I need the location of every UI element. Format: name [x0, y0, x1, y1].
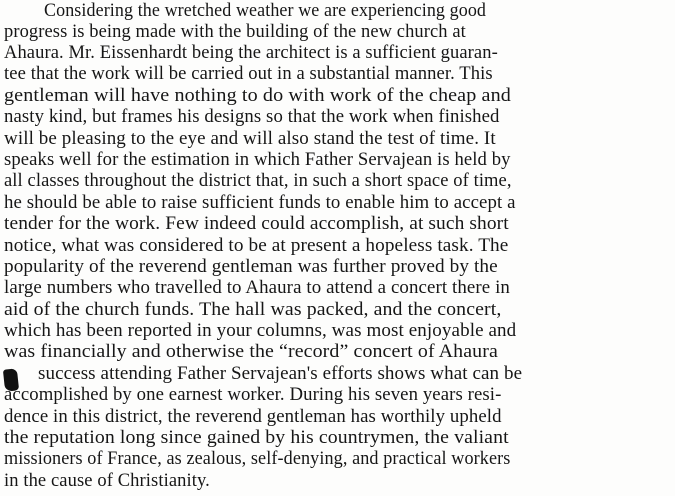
text-line-6: nasty kind, but frames his designs so that the work when finished	[4, 106, 500, 127]
text-line-2: progress is being made with the building of the new church at	[4, 21, 466, 42]
text-line-13: popularity of the reverend gentleman was further proved by the	[4, 256, 498, 277]
text-line-21: the reputation long since gained by his countrymen, the valiant	[4, 427, 509, 448]
text-line-11: tender for the work. Few indeed could accomplish, at such short	[4, 213, 509, 234]
text-line-17: was financially and otherwise the “record” concert of Ahaura	[4, 341, 498, 362]
text-line-5: gentleman will have nothing to do with work of the cheap and	[4, 85, 511, 106]
text-line-23: in the cause of Christianity.	[4, 470, 210, 491]
text-line-22: missioners of France, as zealous, self-denying, and practical workers	[4, 448, 511, 469]
text-line-19: accomplished by one earnest worker. During his seven years resi-	[4, 384, 502, 405]
text-line-20: dence in this district, the reverend gentleman has worthily upheld	[4, 406, 502, 427]
text-line-7: will be pleasing to the eye and will also stand the test of time. It	[4, 128, 496, 149]
text-line-18: success attending Father Servajean's efforts shows what can be	[38, 363, 523, 384]
text-line-8: speaks well for the estimation in which Father Servajean is held by	[4, 149, 511, 170]
text-line-9: all classes throughout the district that, in such a short space of time,	[4, 170, 512, 191]
text-line-3: Ahaura. Mr. Eissenhardt being the architect is a sufficient guaran-	[4, 42, 498, 63]
text-line-15: aid of the church funds. The hall was packed, and the concert,	[4, 299, 502, 320]
text-line-14: large numbers who travelled to Ahaura to attend a concert there in	[4, 277, 510, 298]
text-line-16: which has been reported in your columns, was most enjoyable and	[4, 320, 517, 341]
text-line-4: tee that the work will be carried out in a substantial manner. This	[4, 63, 493, 84]
text-line-10: he should be able to raise sufficient funds to enable him to accept a	[4, 192, 516, 213]
text-line-1: Considering the wretched weather we are experiencing good	[44, 0, 487, 21]
text-line-12: notice, what was considered to be at present a hopeless task. The	[4, 235, 509, 256]
